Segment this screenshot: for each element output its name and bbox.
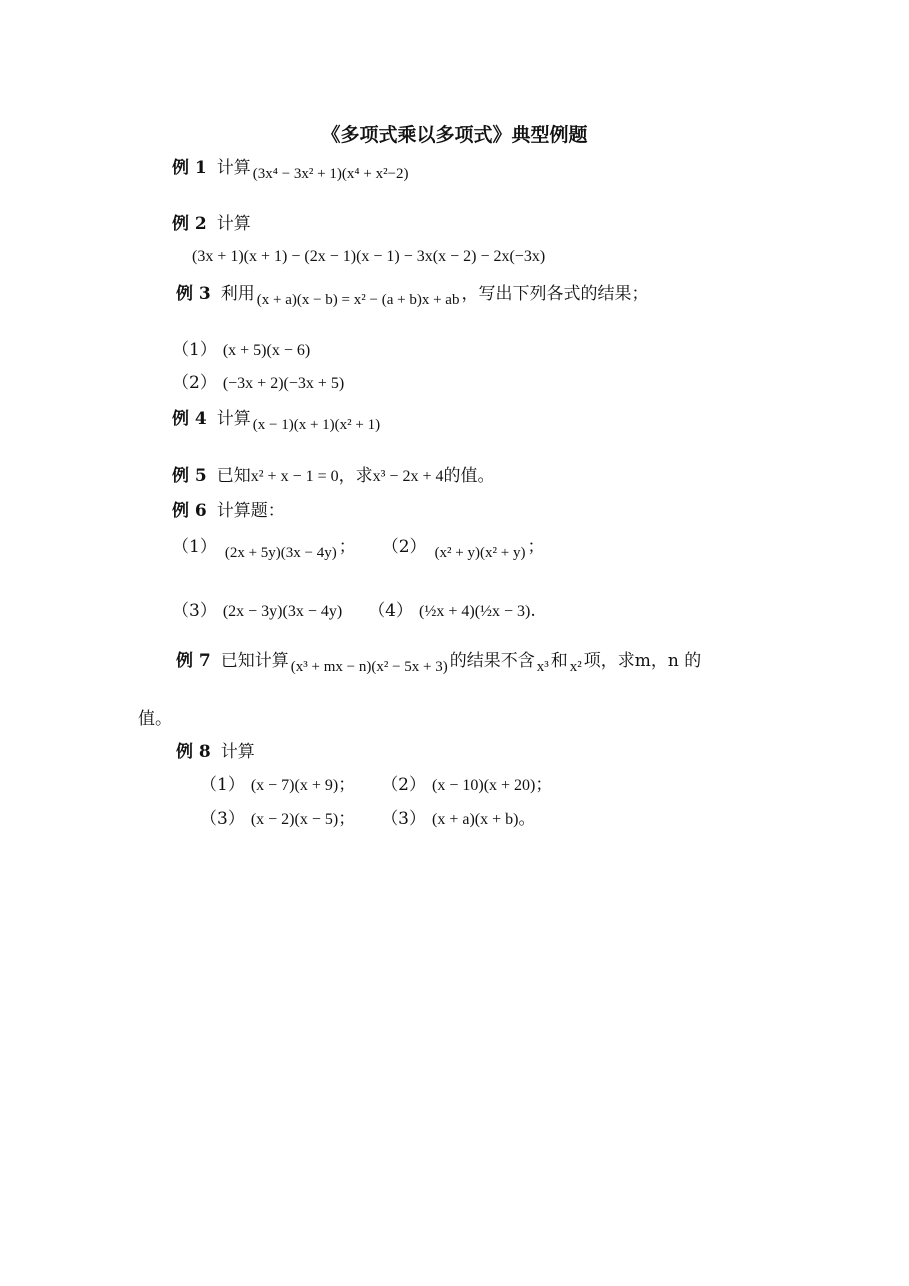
math-expression: (x − 2)(x − 5) bbox=[250, 811, 339, 828]
item-separator: ； bbox=[338, 537, 356, 557]
example-label: 例 7 bbox=[176, 651, 211, 671]
item-number: （3） bbox=[172, 601, 217, 621]
example-text: 的结果不含 bbox=[449, 651, 535, 671]
example-text: ，求 bbox=[338, 466, 373, 486]
example-4 bbox=[172, 408, 382, 431]
math-expression: (½x + 4)(½x − 3) bbox=[419, 603, 531, 620]
math-expression: x² bbox=[569, 659, 582, 675]
math-expression: (3x + 1)(x + 1) − (2x − 1)(x − 1) − 3x(x − 2) − 2x(−3x) bbox=[192, 248, 546, 265]
example-2-expression bbox=[192, 245, 545, 268]
item-separator: ； bbox=[535, 775, 553, 795]
item-number: （2） bbox=[381, 537, 427, 557]
math-expression: (x + a)(x − b) = x² − (a + b)x + ab bbox=[256, 292, 460, 308]
math-expression: (x − 7)(x + 9) bbox=[250, 777, 339, 794]
example-3-item-1 bbox=[172, 339, 310, 362]
item-number: （2） bbox=[172, 373, 217, 393]
item-number: （1） bbox=[200, 775, 245, 795]
example-text: 已知 bbox=[216, 466, 251, 486]
example-6-row-1 bbox=[172, 536, 544, 559]
math-expression: (2x − 3y)(3x − 4y) bbox=[222, 603, 343, 620]
example-label: 例 4 bbox=[172, 409, 207, 429]
example-text: 利用 bbox=[220, 284, 255, 304]
math-expression: (2x + 5y)(3x − 4y) bbox=[224, 545, 337, 561]
math-expression: x² + x − 1 = 0 bbox=[250, 468, 339, 485]
math-expression: (x − 10)(x + 20) bbox=[432, 777, 536, 794]
example-text: 已知计算 bbox=[220, 651, 289, 671]
math-expression: x³ − 2x + 4 bbox=[372, 468, 444, 485]
example-label: 例 2 bbox=[172, 214, 207, 234]
item-number: （3） bbox=[381, 809, 427, 829]
math-expression: (x + 5)(x − 6) bbox=[222, 342, 311, 359]
math-expression: (3x⁴ − 3x² + 1)(x⁴ + x²−2) bbox=[252, 166, 409, 182]
item-number: （1） bbox=[172, 537, 217, 557]
item-number: （4） bbox=[368, 601, 414, 621]
example-text: 计算 bbox=[216, 409, 251, 429]
example-text: 计算 bbox=[216, 158, 251, 178]
item-separator: ； bbox=[338, 775, 356, 795]
example-text: 计算 bbox=[216, 214, 251, 234]
example-1 bbox=[172, 157, 411, 180]
math-expression: (x − 1)(x + 1)(x² + 1) bbox=[252, 417, 381, 433]
example-text: 和 bbox=[550, 651, 568, 671]
item-number: （2） bbox=[381, 775, 427, 795]
item-number: （1） bbox=[172, 340, 217, 360]
example-8-row-2 bbox=[200, 808, 535, 831]
example-7 bbox=[176, 650, 701, 673]
page-title: 《多项式乘以多项式》典型例题 bbox=[321, 124, 588, 146]
example-text: ，写出下列各式的结果； bbox=[461, 284, 649, 304]
example-7-continuation bbox=[138, 708, 172, 730]
example-label: 例 6 bbox=[172, 501, 207, 521]
example-text: 的值。 bbox=[443, 466, 495, 486]
item-number: （3） bbox=[200, 809, 245, 829]
math-expression: x³ bbox=[536, 659, 549, 675]
example-6-row-2 bbox=[172, 600, 536, 623]
example-label: 例 3 bbox=[176, 284, 211, 304]
item-separator: . bbox=[530, 601, 536, 621]
example-label: 例 1 bbox=[172, 158, 207, 178]
example-label: 例 5 bbox=[172, 466, 207, 486]
example-text: 计算题： bbox=[216, 501, 285, 521]
math-expression: (x² + y)(x² + y) bbox=[434, 545, 526, 561]
math-expression: (x + a)(x + b) bbox=[432, 811, 519, 828]
item-separator: ； bbox=[527, 537, 545, 557]
example-2 bbox=[172, 213, 251, 235]
example-text: 值。 bbox=[138, 709, 172, 729]
example-8 bbox=[176, 741, 255, 763]
example-text: 计算 bbox=[220, 742, 255, 762]
example-text: 项，求m，n 的 bbox=[583, 651, 702, 671]
example-8-row-1 bbox=[200, 774, 552, 797]
math-expression: (−3x + 2)(−3x + 5) bbox=[222, 375, 345, 392]
item-separator: ； bbox=[338, 809, 356, 829]
example-3 bbox=[176, 283, 648, 306]
example-5 bbox=[172, 465, 494, 488]
example-3-item-2 bbox=[172, 372, 344, 395]
item-separator: 。 bbox=[518, 809, 536, 829]
example-label: 例 8 bbox=[176, 742, 211, 762]
example-6 bbox=[172, 500, 285, 522]
math-expression: (x³ + mx − n)(x² − 5x + 3) bbox=[290, 659, 448, 675]
